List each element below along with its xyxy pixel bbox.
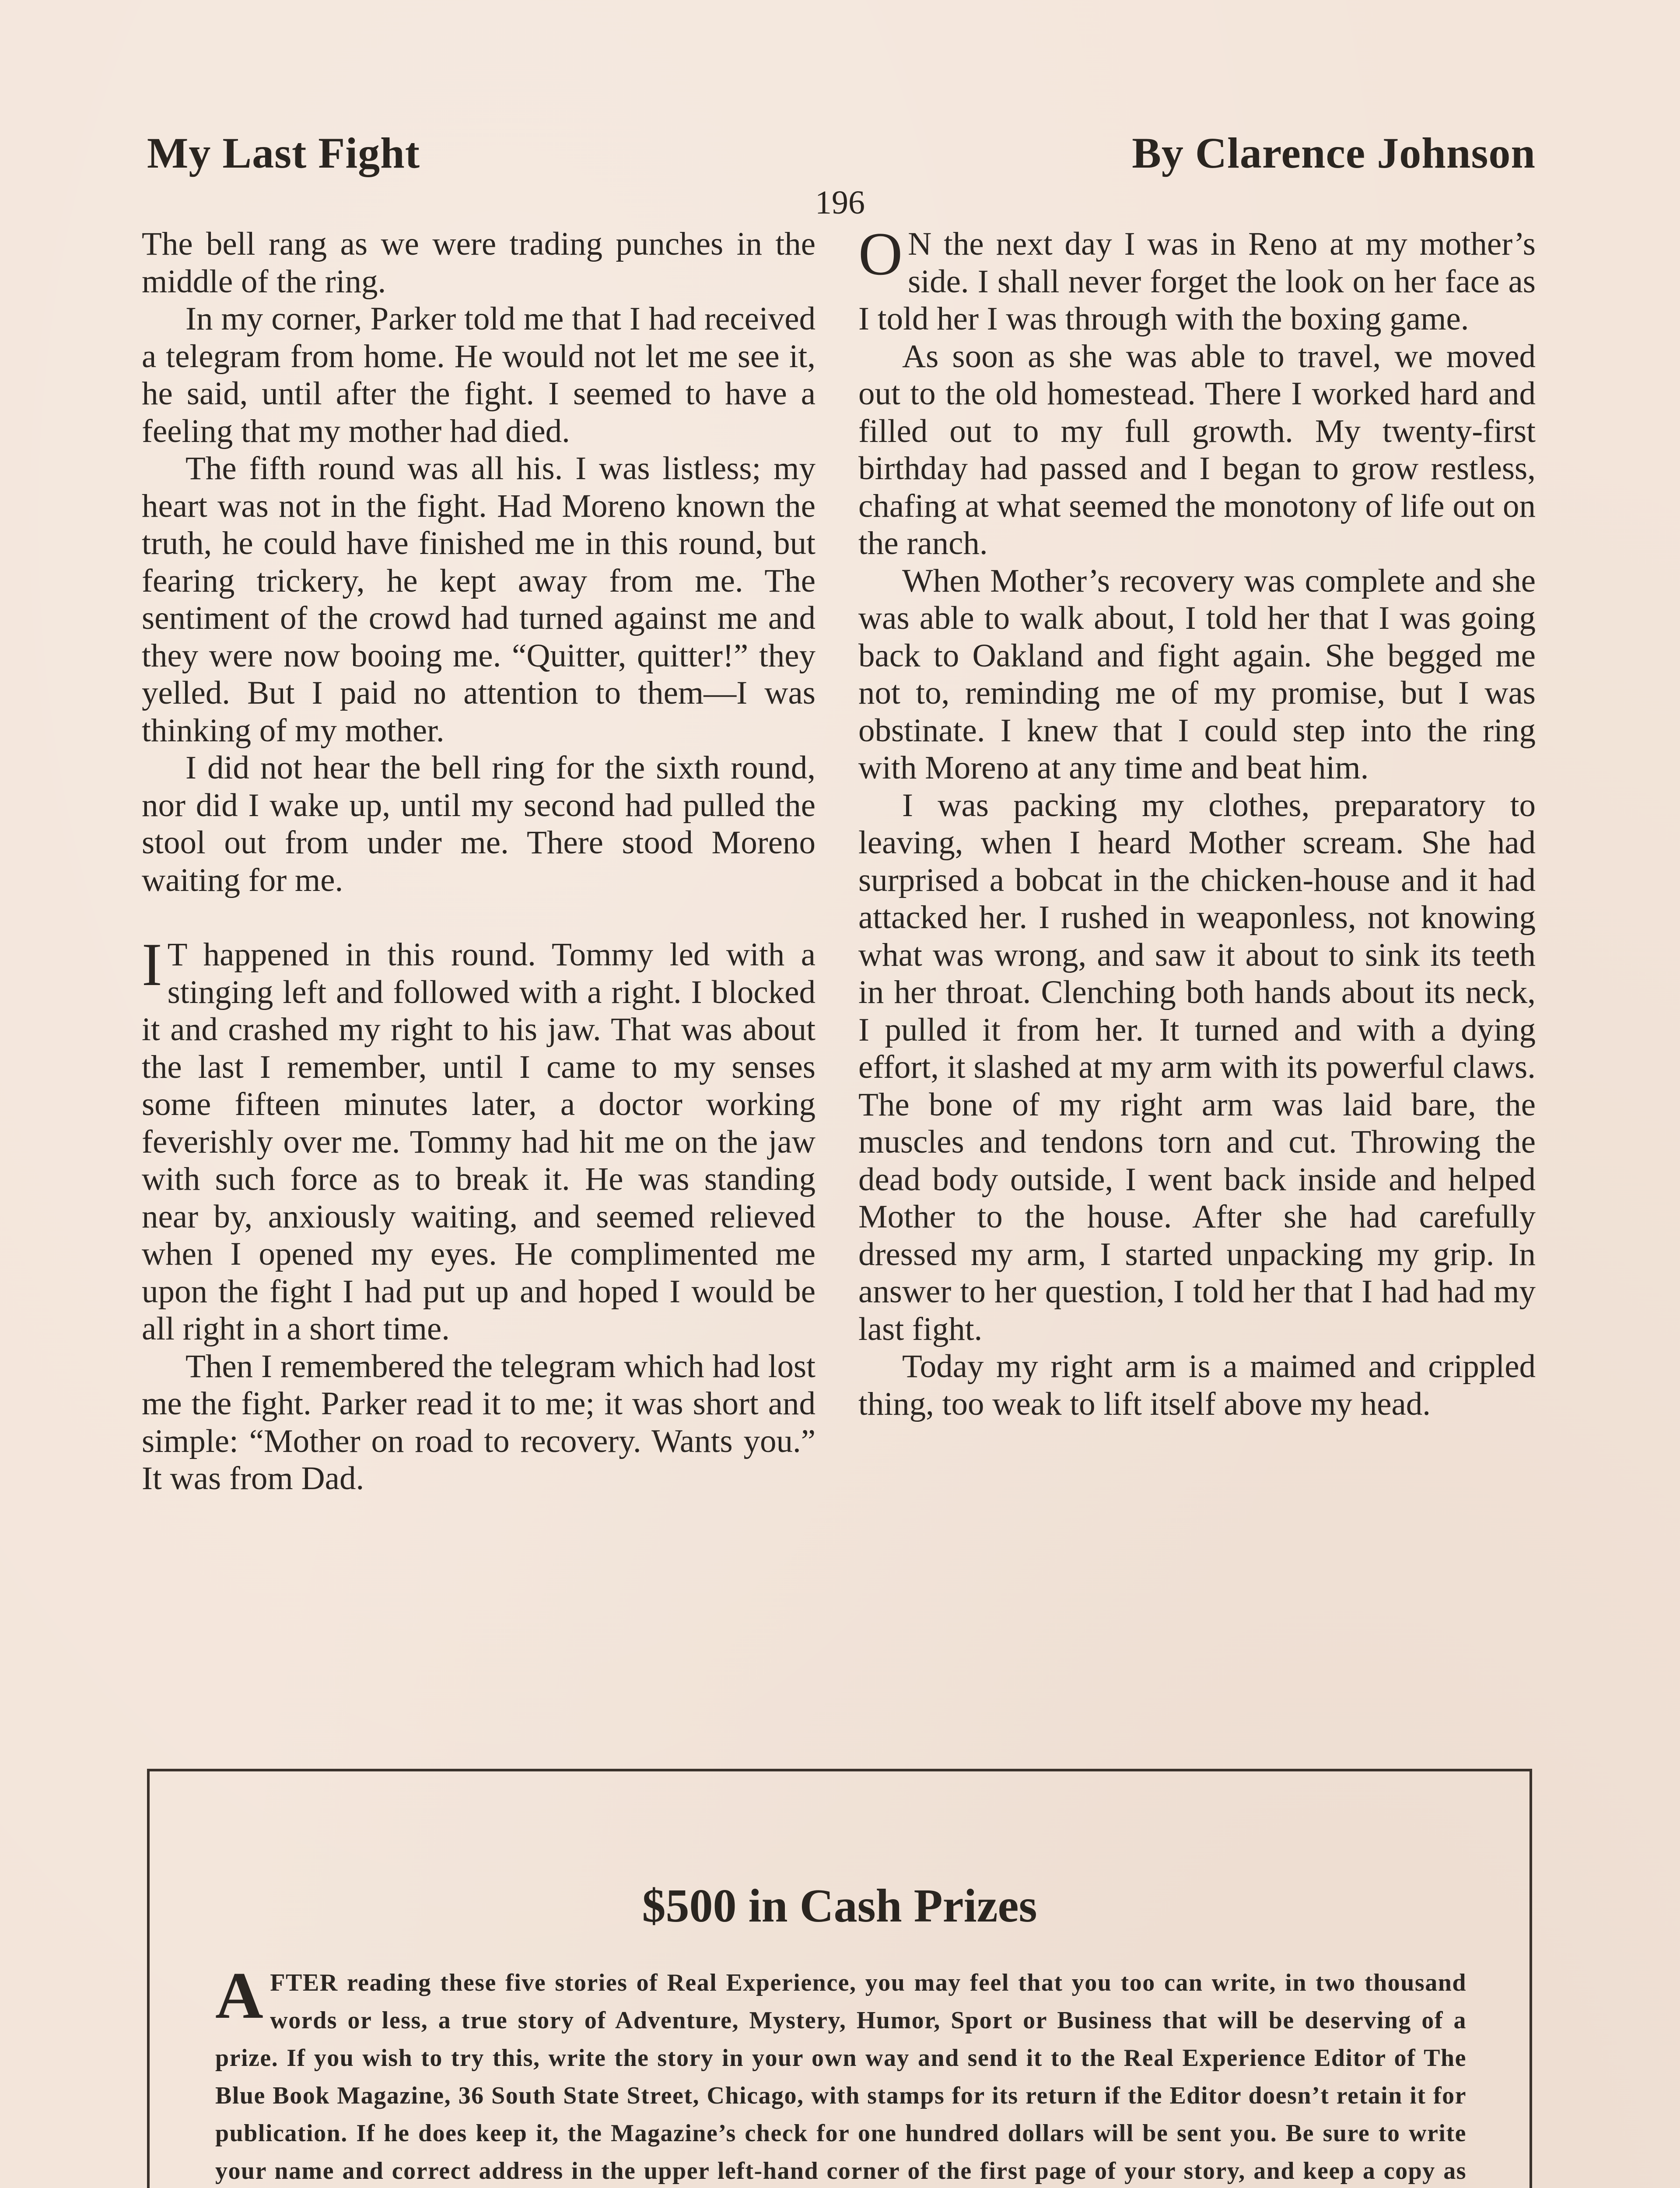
story-title: My Last Fight	[147, 129, 420, 177]
paragraph: The fifth round was all his. I was listless; my heart was not in the fight. Had Moreno known the truth, he could have finished me in this round, but fearing trickery, he kept away from me. The sentiment of the crowd had turned against me and they were now booing me. “Quitter, quitter!” they yelled. But I paid no attention to them—I was thinking of my mother.	[142, 450, 816, 749]
prize-title: $500 in Cash Prizes	[642, 1880, 1037, 1932]
drop-cap: O	[858, 220, 903, 288]
paragraph: Then I remembered the telegram which had lost me the fight. Parker read it to me; it was short and simple: “Mother on road to recovery. Wants you.” It was from Dad.	[142, 1348, 816, 1497]
page-number: 196	[815, 184, 865, 221]
prize-announcement-box	[147, 1769, 1532, 2188]
paragraph: In my corner, Parker told me that I had received a telegram from home. He would not let me see it, he said, until after the fight. I seemed to have a feeling that my mother had died.	[142, 301, 816, 449]
section-paragraph	[858, 220, 1536, 338]
drop-cap: A	[215, 1959, 264, 2032]
paragraph: As soon as she was able to travel, we moved out to the old homestead. There I worked hard and filled out to my full growth. My twenty-first birthday had passed and I began to grow restless, chafing at what seemed the monotony of life out on the ranch.	[858, 338, 1536, 561]
right-column	[858, 220, 1536, 1423]
paragraph: The bell rang as we were trading punches in the middle of the ring.	[142, 226, 816, 300]
paragraph: Today my right arm is a maimed and crippled thing, too weak to lift itself above my head.	[858, 1348, 1536, 1422]
prize-body	[215, 1959, 1466, 2188]
story-author: By Clarence Johnson	[1132, 129, 1536, 177]
paragraph: When Mother’s recovery was complete and she was able to walk about, I told her that I was going back to Oakland and fight again. She begged me not to, reminding me of my promise, but I was obstinate. I knew that I could step into the ring with Moreno at any time and beat him.	[858, 562, 1536, 786]
paragraph: I was packing my clothes, preparatory to leaving, when I heard Mother scream. She had surprised a bobcat in the chicken-house and it had attacked her. I rushed in weaponless, not knowing what was wrong, and saw it about to sink its teeth in her throat. Clenching both hands about its neck, I pulled it from her. It turned and with a dying effort, it slashed at my arm with its powerful claws. The bone of my right arm was laid bare, the muscles and tendons torn and cut. Throwing the dead body outside, I went back inside and helped Mother to the house. After she had carefully dressed my arm, I started unpacking my grip. In answer to her question, I told her that I had had my last fight.	[858, 787, 1536, 1347]
paragraph: I did not hear the bell ring for the sixth round, nor did I wake up, until my second had pulled the stool out from under me. There stood Moreno waiting for me.	[142, 750, 816, 898]
section-paragraph	[142, 931, 816, 1348]
left-column	[142, 225, 816, 1497]
paragraph-text: T happened in this round. Tommy led with a stinging left and followed with a right. I blocked it and crashed my right to his jaw. That was about the last I remember, until I came to my senses some fifteen minutes later, a doctor working feverishly over me. Tommy had hit me on the jaw with such force as to break it. He was standing near by, anxiously waiting, and seemed relieved when I opened my eyes. He complimented me upon the fight I had put up and hoped I would be all right in a short time.	[142, 936, 816, 1347]
prize-body-text: FTER reading these five stories of Real Experience, you may feel that you too can write, in two thousand words or less, a true story of Adventure, Mystery, Humor, Sport or Business that will be deserving of a prize. If you wish to try this, write the story in your own way and send it to the Real Experience Editor of The Blue Book Magazine, 36 South State Street, Chicago, with stamps for its return if the Editor doesn’t retain it for publication. If he does keep it, the Magazine’s check for one hundred dollars will be sent you. Be sure to write your name and correct address in the upper left-hand corner of the first page of your story, and keep a copy as	[215, 1969, 1466, 2184]
drop-cap: I	[142, 931, 162, 999]
page-header	[147, 128, 1536, 189]
paragraph-text: N the next day I was in Reno at my mother’s side. I shall never forget the look on her face as I told her I was through with the boxing game.	[858, 226, 1536, 337]
